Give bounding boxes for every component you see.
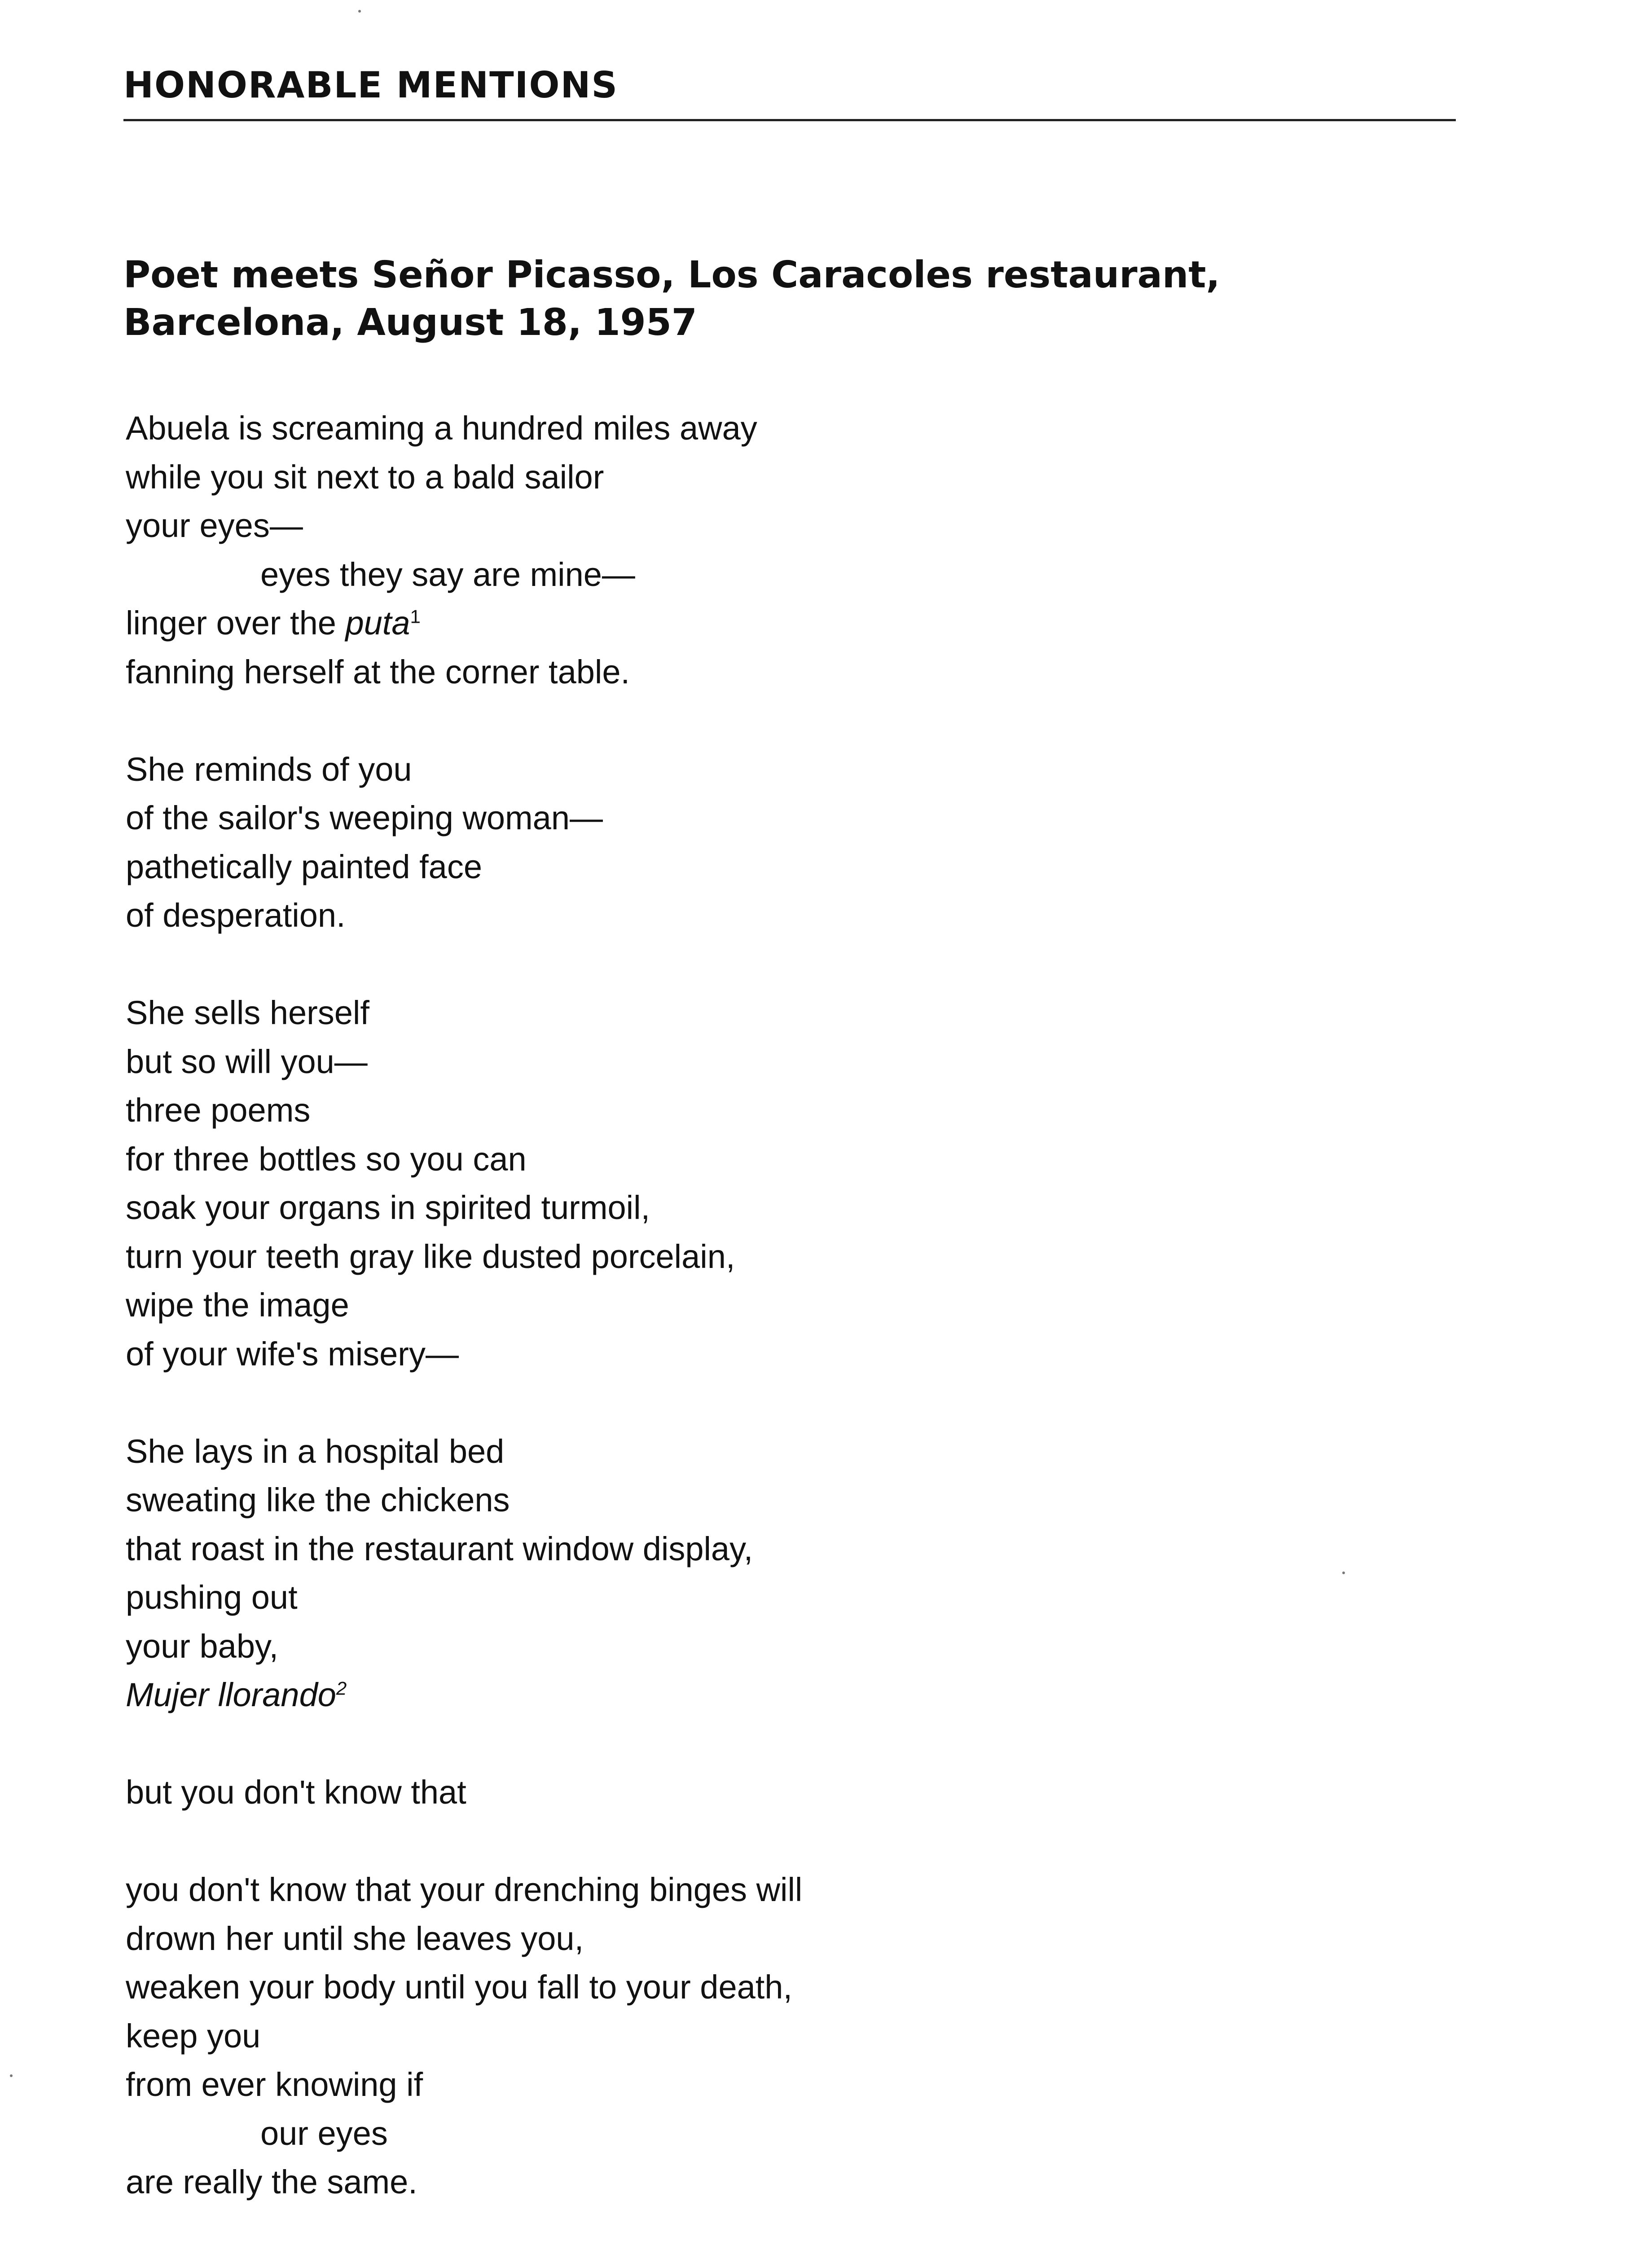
stanza-1: [126, 404, 802, 696]
poem-line: of your wife's misery—: [126, 1335, 459, 1373]
italic-word: puta: [345, 604, 410, 642]
poem-title-line-1: Poet meets Señor Picasso, Los Caracoles restaurant,: [123, 254, 1220, 296]
poem-line: are really the same.: [126, 2163, 417, 2201]
poem-line: She reminds of you: [126, 750, 412, 788]
poem-line: sweating like the chickens: [126, 1481, 510, 1519]
poem-line: that roast in the restaurant window display,: [126, 1530, 753, 1567]
header-divider: [123, 119, 1456, 121]
stanza-5: [126, 1768, 802, 1817]
poem-line: but so will you—: [126, 1043, 368, 1080]
poem-line: soak your organs in spirited turmoil,: [126, 1189, 650, 1226]
poem-line: turn your teeth gray like dusted porcelain,: [126, 1237, 735, 1275]
stanza-6: [126, 1866, 802, 2207]
poem-line-indented: our eyes: [260, 2114, 388, 2152]
poem-line: your baby,: [126, 1627, 279, 1665]
poem-line: weaken your body until you fall to your death,: [126, 1968, 793, 2006]
poem-line-with-footnote: [126, 599, 802, 648]
stanza-3: [126, 989, 802, 1378]
scan-speck: [10, 2074, 13, 2077]
poem-line: your eyes—: [126, 507, 303, 544]
poem-line: while you sit next to a bald sailor: [126, 458, 604, 496]
poem-line: drown her until she leaves you,: [126, 1919, 584, 1957]
poem-line: of desperation.: [126, 897, 346, 934]
poem-line-text: Mujer llorando: [126, 1676, 336, 1713]
footnote-marker: 2: [336, 1677, 347, 1699]
poem-line: She lays in a hospital bed: [126, 1432, 505, 1470]
poem-title-line-2: Barcelona, August 18, 1957: [123, 301, 697, 344]
poem-body: [126, 404, 802, 2245]
stanza-4: [126, 1427, 802, 1720]
scan-speck: [358, 10, 361, 13]
poem-line: of the sailor's weeping woman—: [126, 799, 603, 836]
poem-line: She sells herself: [126, 994, 369, 1031]
poem-line: but you don't know that: [126, 1774, 466, 1811]
poem-line: pathetically painted face: [126, 848, 482, 885]
poem-line-text: linger over the: [126, 604, 346, 642]
poem-line: pushing out: [126, 1579, 298, 1616]
stanza-2: [126, 745, 802, 940]
poem-line: wipe the image: [126, 1286, 349, 1324]
poem-line-indented: eyes they say are mine—: [260, 555, 635, 593]
scan-speck: [1342, 1572, 1345, 1574]
poem-line: Abuela is screaming a hundred miles away: [126, 409, 757, 447]
poem-line: keep you: [126, 2017, 261, 2055]
poem-line: three poems: [126, 1092, 311, 1129]
poem-line: from ever knowing if: [126, 2066, 423, 2103]
poem-line-with-footnote: [126, 1671, 802, 1720]
poem-line: fanning herself at the corner table.: [126, 653, 630, 691]
footnote-marker: 1: [410, 606, 421, 627]
poem-title: [123, 251, 1220, 347]
poem-line: for three bottles so you can: [126, 1140, 527, 1178]
poem-line: you don't know that your drenching binges will: [126, 1871, 803, 1908]
section-header: HONORABLE MENTIONS: [123, 64, 619, 106]
